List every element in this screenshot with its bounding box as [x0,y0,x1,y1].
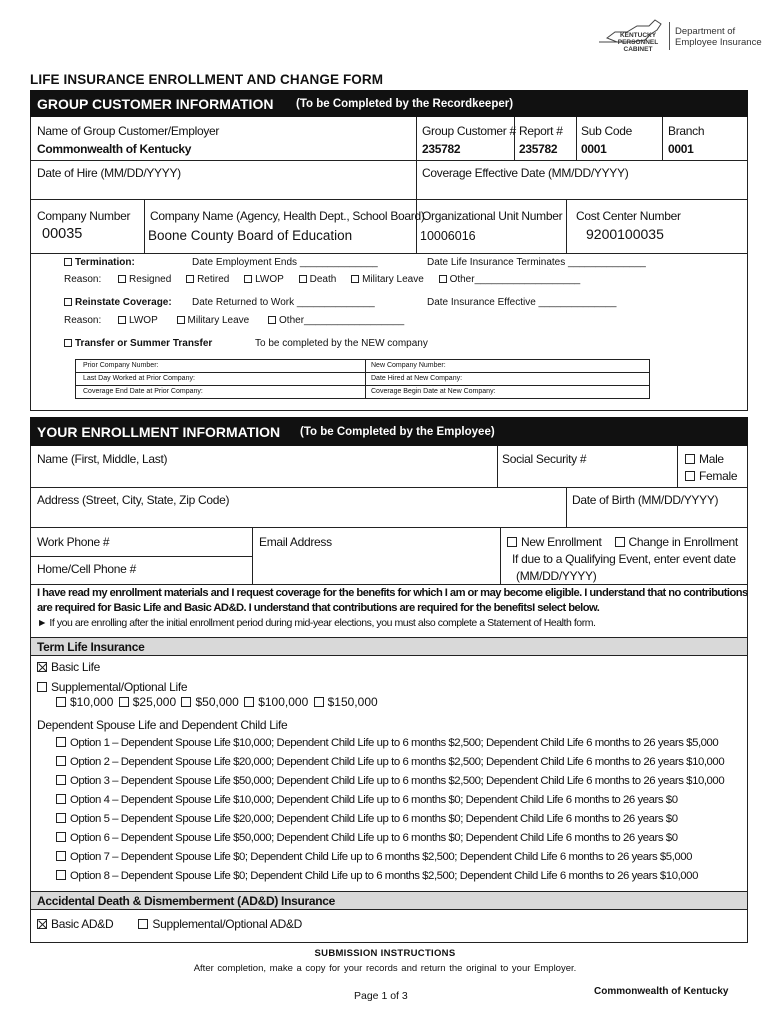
group-number-label: Group Customer # [422,124,516,138]
qualifying-event-line2: (MM/DD/YYYY) [516,569,597,583]
reinstate-other-label[interactable]: Other__________________ [279,315,405,326]
transfer-table [75,359,650,399]
option-1-row [56,737,718,749]
branch-label: Branch [668,124,705,138]
option-7-checkbox[interactable] [56,851,66,861]
new-enrollment-checkbox[interactable] [507,537,517,547]
lwop-label: LWOP [255,274,284,285]
arrow-right-icon: ► [37,617,47,629]
company-name-value: Boone County Board of Education [148,228,353,243]
reinstate-lwop-label: LWOP [129,315,158,326]
new-company-number[interactable]: New Company Number: [371,362,446,369]
male-label: Male [699,452,724,466]
death-checkbox[interactable] [299,275,307,283]
subcode-value: 0001 [581,142,607,156]
supplemental-life-checkbox[interactable] [37,682,47,692]
submission-title: SUBMISSION INSTRUCTIONS [314,948,456,959]
add-options-row [37,917,302,931]
option-6-row [56,832,678,844]
date-life-terminates[interactable]: Date Life Insurance Terminates ______________ [427,257,646,268]
retired-label: Retired [197,274,230,285]
death-label: Death [309,274,337,285]
cost-center-value: 9200100035 [586,226,664,242]
termination-checkbox[interactable] [64,258,72,266]
statement-line3: If you are enrolling after the initial enrollment period during mid-year elections, you must also complete a Statement of Health form. [49,617,596,629]
prior-company-number[interactable]: Prior Company Number: [83,362,159,369]
name-label: Name (First, Middle, Last) [37,452,168,466]
amount-10000-label: $10,000 [70,695,114,709]
option-2-checkbox[interactable] [56,756,66,766]
retired-checkbox[interactable] [186,275,194,283]
female-checkbox[interactable] [685,471,695,481]
option-7-row [56,851,692,863]
resigned-label: Resigned [129,274,172,285]
group-number-value: 235782 [422,142,461,156]
coverage-date-label: Coverage Effective Date (MM/DD/YYYY) [422,166,629,180]
option-6-label: Option 6 – Dependent Spouse Life $50,000; Dependent Child Life up to 6 months $0; Dependent Child Life 6 months to 26 years $0 [70,832,678,844]
basic-life-label: Basic Life [51,660,101,674]
amount-100000-checkbox[interactable] [244,697,254,707]
change-enrollment-checkbox[interactable] [615,537,625,547]
supplemental-amounts-row [56,695,378,709]
dept-line2: Employee Insurance [675,37,762,48]
option-8-checkbox[interactable] [56,870,66,880]
termination-label: Termination: [75,257,135,268]
home-phone-label: Home/Cell Phone # [37,562,136,576]
last-day-worked[interactable]: Last Day Worked at Prior Company: [83,375,195,382]
enrollment-type-row [507,535,738,549]
form-title: LIFE INSURANCE ENROLLMENT AND CHANGE FORM [30,72,384,87]
option-7-label: Option 7 – Dependent Spouse Life $0; Dependent Child Life up to 6 months $2,500; Dependent Child Life 6 months to 26 years $5,000 [70,851,693,863]
female-label: Female [699,469,738,483]
resigned-checkbox[interactable] [118,275,126,283]
employer-value: Commonwealth of Kentucky [37,142,192,156]
group-section-header [30,90,748,117]
report-value: 235782 [519,142,558,156]
option-4-checkbox[interactable] [56,794,66,804]
amount-50000-checkbox[interactable] [181,697,191,707]
reinstate-other-checkbox[interactable] [268,316,276,324]
other-label[interactable]: Other___________________ [449,274,581,285]
amount-25000-checkbox[interactable] [119,697,129,707]
date-employment-ends[interactable]: Date Employment Ends ______________ [192,257,378,268]
reinstate-lwop-checkbox[interactable] [118,316,126,324]
other-checkbox[interactable] [439,275,447,283]
date-insurance-effective[interactable]: Date Insurance Effective ______________ [427,297,617,308]
reinstate-label: Reinstate Coverage: [75,297,172,308]
branch-value: 0001 [668,142,694,156]
company-name-label: Company Name (Agency, Health Dept., School Board) [150,209,425,223]
company-number-value: 00035 [42,226,83,242]
option-3-checkbox[interactable] [56,775,66,785]
amount-50000-label: $50,000 [195,695,239,709]
basic-life-row [37,660,100,674]
option-4-row [56,794,678,806]
option-5-row [56,813,678,825]
option-4-label: Option 4 – Dependent Spouse Life $10,000; Dependent Child Life up to 6 months $0; Dependent Child Life 6 months to 26 years $0 [70,794,678,806]
dob-label: Date of Birth (MM/DD/YYYY) [572,493,719,507]
reinstate-military-label: Military Leave [187,315,250,326]
dept-line1: Department of [675,26,736,37]
submission-text: After completion, make a copy for your records and return the original to your Employer. [193,963,577,974]
reinstate-row [64,297,172,308]
basic-life-checkbox[interactable] [37,662,47,672]
employer-label: Name of Group Customer/Employer [37,124,220,138]
supplemental-add-checkbox[interactable] [138,919,148,929]
statement-line3-row [37,617,596,629]
qualifying-event-line1: If due to a Qualifying Event, enter event date [512,552,736,566]
amount-100000-label: $100,000 [258,695,309,709]
logo-text: KENTUCKY PERSONNEL CABINET [617,32,659,53]
cost-center-label: Cost Center Number [576,209,681,223]
transfer-checkbox[interactable] [64,339,72,347]
email-label: Email Address [259,535,332,549]
female-option [685,469,737,483]
group-section-title: GROUP CUSTOMER INFORMATION [37,96,274,112]
footer-org: Commonwealth of Kentucky [594,986,729,997]
coverage-begin-date[interactable]: Coverage Begin Date at New Company: [371,388,496,395]
basic-add-checkbox[interactable] [37,919,47,929]
company-number-label: Company Number [37,209,131,223]
lwop-checkbox[interactable] [244,275,252,283]
add-header: Accidental Death & Dismemberment (AD&D) Insurance [37,894,336,908]
term-life-header-bar [31,637,747,656]
supplemental-life-row [37,680,187,694]
reinstate-reason-label: Reason: [64,315,102,326]
report-label: Report # [519,124,563,138]
work-phone-label: Work Phone # [37,535,110,549]
enrollment-section-title: YOUR ENROLLMENT INFORMATION [37,424,281,440]
option-3-label: Option 3 – Dependent Spouse Life $50,000; Dependent Child Life up to 6 months $2,500; Dependent Child Life 6 months to 26 years $10,000 [70,775,725,787]
page-number: Page 1 of 3 [354,990,408,1002]
enrollment-section-subtitle: (To be Completed by the Employee) [300,426,495,438]
male-option [685,452,724,466]
hire-date-label: Date of Hire (MM/DD/YYYY) [37,166,181,180]
statement-line1: I have read my enrollment materials and I request coverage for the benefits for which I am or may become eligible. I understand that no contributions [37,587,748,599]
coverage-end-date[interactable]: Coverage End Date at Prior Company: [83,388,203,395]
option-3-row [56,775,724,787]
reason-label: Reason: [64,274,102,285]
option-1-label: Option 1 – Dependent Spouse Life $10,000; Dependent Child Life up to 6 months $2,500; Dependent Child Life 6 months to 26 years $5,000 [70,737,719,749]
military-checkbox[interactable] [351,275,359,283]
enrollment-section-header [30,417,748,446]
amount-150000-checkbox[interactable] [314,697,324,707]
new-enrollment-label: New Enrollment [521,535,602,549]
option-8-row [56,870,698,882]
ssn-label: Social Security # [502,452,587,466]
transfer-label: Transfer or Summer Transfer [75,338,213,349]
org-unit-value: 10006016 [420,229,476,243]
termination-reasons [64,274,580,285]
option-1-checkbox[interactable] [56,737,66,747]
reinstate-checkbox[interactable] [64,298,72,306]
term-life-header: Term Life Insurance [37,640,145,654]
basic-add-label: Basic AD&D [51,917,114,931]
option-5-checkbox[interactable] [56,813,66,823]
amount-10000-checkbox[interactable] [56,697,66,707]
address-label: Address (Street, City, State, Zip Code) [37,493,230,507]
transfer-note: To be completed by the NEW company [255,338,428,349]
date-returned[interactable]: Date Returned to Work ______________ [192,297,375,308]
transfer-row [64,338,212,349]
option-8-label: Option 8 – Dependent Spouse Life $0; Dependent Child Life up to 6 months $2,500; Dependent Child Life 6 months to 26 years $10,000 [70,870,698,882]
change-enrollment-label: Change in Enrollment [628,535,738,549]
group-section-subtitle: (To be Completed by the Recordkeeper) [296,98,514,110]
amount-25000-label: $25,000 [132,695,177,709]
supplemental-life-label: Supplemental/Optional Life [51,680,188,694]
termination-row [64,257,135,268]
date-hired-new[interactable]: Date Hired at New Company: [371,375,463,382]
option-2-label: Option 2 – Dependent Spouse Life $20,000; Dependent Child Life up to 6 months $2,500; Dependent Child Life 6 months to 26 years $10,000 [70,756,725,768]
dependent-header: Dependent Spouse Life and Dependent Child Life [37,718,288,732]
supplemental-add-label: Supplemental/Optional AD&D [152,917,303,931]
statement-line2: are required for Basic Life and Basic AD&D. I understand that contributions are required for the benefitsI select below. [37,602,600,614]
option-5-label: Option 5 – Dependent Spouse Life $20,000; Dependent Child Life up to 6 months $0; Dependent Child Life 6 months to 26 years $0 [70,813,678,825]
amount-150000-label: $150,000 [327,695,378,709]
subcode-label: Sub Code [581,124,632,138]
add-header-bar [31,891,747,910]
male-checkbox[interactable] [685,454,695,464]
reinstate-military-checkbox[interactable] [177,316,185,324]
option-6-checkbox[interactable] [56,832,66,842]
reinstate-reasons [64,315,404,326]
military-label: Military Leave [362,274,424,285]
option-2-row [56,756,724,768]
org-unit-label: Organizational Unit Number [422,209,563,223]
